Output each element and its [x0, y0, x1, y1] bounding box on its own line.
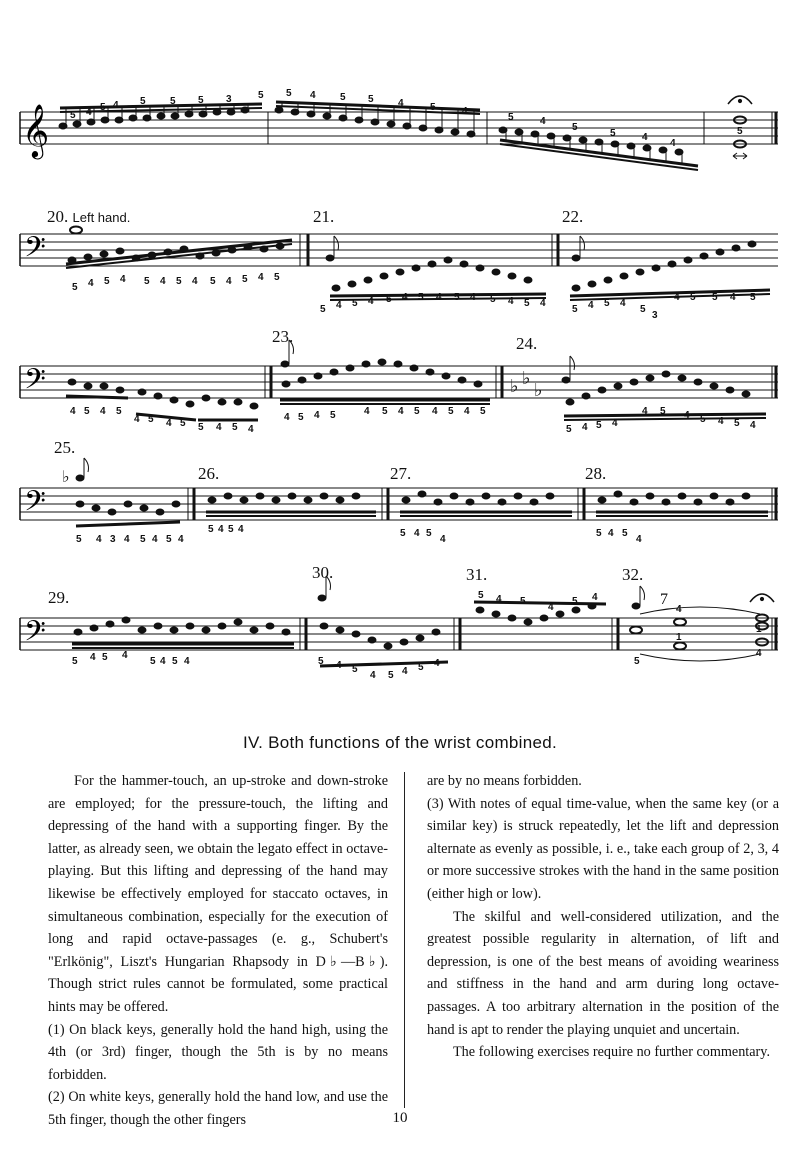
svg-text:5: 5 [170, 96, 176, 107]
paragraph: The following exercises require no further commentary. [453, 1044, 770, 1061]
svg-text:5: 5 [622, 528, 628, 539]
svg-text:5: 5 [198, 95, 204, 106]
svg-text:5: 5 [604, 298, 610, 309]
paragraph: (3) With notes of equal time-value, when the same key (or a similar key) is struck repeatedly, let the lift and depression alternate as evenly as possible, i. e., take each group of 2, 3, 4 or more successive strokes with the hand in the same position (either high or low). [427, 795, 779, 902]
svg-text:3: 3 [226, 94, 232, 105]
svg-text:5: 5 [286, 88, 292, 99]
svg-text:5: 5 [572, 304, 578, 315]
svg-text:5: 5 [228, 524, 234, 535]
svg-text:4: 4 [730, 292, 736, 303]
example-20-label: 20. Left hand. [47, 207, 131, 226]
svg-text:4: 4 [310, 90, 316, 101]
svg-text:5: 5 [700, 414, 706, 425]
svg-text:5: 5 [386, 294, 392, 305]
svg-text:4: 4 [90, 652, 96, 663]
svg-text:4: 4 [122, 650, 128, 661]
example-21-label: 21. [313, 207, 335, 226]
svg-text:5: 5 [242, 274, 248, 285]
svg-text:4: 4 [96, 534, 102, 545]
svg-text:4: 4 [248, 424, 254, 435]
svg-text:5: 5 [520, 596, 526, 607]
svg-text:5: 5 [418, 292, 424, 303]
svg-text:4: 4 [540, 298, 546, 309]
svg-text:5: 5 [258, 90, 264, 101]
svg-text:4: 4 [113, 100, 119, 111]
system-1-notes [59, 96, 752, 170]
column-divider [404, 772, 405, 1108]
svg-text:♭: ♭ [534, 380, 543, 400]
system-3-fingerings [70, 406, 756, 435]
svg-text:4: 4 [216, 422, 222, 433]
svg-text:5: 5 [690, 292, 696, 303]
svg-text:5: 5 [116, 406, 122, 417]
svg-text:4: 4 [134, 414, 140, 425]
svg-text:♭: ♭ [522, 368, 531, 388]
svg-text:5: 5 [634, 656, 640, 667]
svg-text:4: 4 [636, 534, 642, 545]
svg-text:4: 4 [402, 666, 408, 677]
svg-text:5: 5 [72, 656, 78, 667]
svg-text:4: 4 [398, 406, 404, 417]
svg-text:♭: ♭ [510, 376, 519, 396]
svg-text:4: 4 [508, 296, 514, 307]
svg-text:5: 5 [572, 122, 578, 133]
svg-text:5: 5 [660, 406, 666, 417]
svg-text:5: 5 [566, 424, 572, 435]
svg-text:1: 1 [756, 624, 762, 635]
svg-text:5: 5 [140, 534, 146, 545]
svg-text:4: 4 [160, 656, 166, 667]
svg-text:1: 1 [676, 632, 682, 643]
svg-text:5: 5 [76, 534, 82, 545]
svg-text:4: 4 [612, 418, 618, 429]
paragraph: For the hammer-touch, an up-stroke and down-stroke are employed; for the pressure-touch, the lifting and depressing of the hand with a supporting finger. By the latter, as already seen, we obtain the legato effect in octave-playing. But this lifting and depressing of the hand may likewise be effectively employed for staccato octaves, in simultaneous combination, especially for the execution of long and rapid octave-passages (e. g., Schubert's "Erlkönig", Liszt's Hungarian Rhapsody in D♭—B♭). Though strict rules cannot be formulated, some practical hints may be offered. [48, 773, 388, 1015]
svg-text:5: 5 [70, 110, 76, 121]
svg-text:4: 4 [670, 138, 676, 149]
example-32-label: 32. [622, 565, 644, 584]
svg-text:4: 4 [258, 272, 264, 283]
svg-text:4: 4 [434, 658, 440, 669]
svg-text:5: 5 [148, 414, 154, 425]
svg-text:5: 5 [400, 528, 406, 539]
svg-text:4: 4 [70, 406, 76, 417]
example-31-label: 31. [466, 565, 488, 584]
svg-text:5: 5 [508, 112, 514, 123]
svg-text:5: 5 [388, 670, 394, 681]
svg-text:5: 5 [712, 292, 718, 303]
svg-text:5: 5 [610, 128, 616, 139]
svg-text:4: 4 [218, 524, 224, 535]
system-2-notes [66, 227, 770, 301]
svg-text:4: 4 [160, 276, 166, 287]
svg-text:5: 5 [478, 590, 484, 601]
svg-text:3: 3 [652, 310, 658, 321]
example-20-hand: Left hand. [72, 210, 131, 225]
svg-text:5: 5 [414, 406, 420, 417]
svg-text:3: 3 [110, 534, 116, 545]
svg-text:5: 5 [596, 420, 602, 431]
svg-text:4: 4 [676, 604, 682, 615]
svg-text:5: 5 [330, 410, 336, 421]
svg-text:5: 5 [198, 422, 204, 433]
left-column [48, 770, 388, 1132]
paragraph: (1) On black keys, generally hold the hand high, using the 4th (or 3rd) finger, though the 5th is by no means forbidden. [48, 1021, 388, 1083]
svg-text:5: 5 [490, 294, 496, 305]
svg-text:4: 4 [440, 534, 446, 545]
example-30-label: 30. [312, 563, 334, 582]
system-4-notes [62, 458, 768, 526]
svg-text:4: 4 [120, 274, 126, 285]
svg-text:4: 4 [100, 406, 106, 417]
svg-text:5: 5 [596, 528, 602, 539]
example-25-label: 25. [54, 438, 76, 457]
page-number: 10 [392, 1110, 408, 1126]
svg-text:4: 4 [464, 406, 470, 417]
right-column [427, 770, 779, 1064]
svg-text:4: 4 [86, 107, 92, 118]
svg-text:5: 5 [274, 272, 280, 283]
svg-text:5: 5 [734, 418, 740, 429]
svg-text:4: 4 [756, 648, 762, 659]
svg-text:4: 4 [336, 300, 342, 311]
example-26-label: 26. [198, 464, 220, 483]
paragraph: (2) On white keys, generally hold the hand low, and use the 5th finger, though the other fingers [48, 1089, 388, 1128]
svg-text:4: 4 [436, 292, 442, 303]
svg-text:5: 5 [340, 92, 346, 103]
svg-text:4: 4 [368, 296, 374, 307]
svg-text:4: 4 [414, 528, 420, 539]
svg-text:5: 5 [144, 276, 150, 287]
svg-text:5: 5 [382, 406, 388, 417]
svg-text:4: 4 [88, 278, 94, 289]
svg-text:7: 7 [660, 591, 668, 608]
svg-text:𝄢: 𝄢 [24, 363, 46, 403]
svg-text:5: 5 [572, 596, 578, 607]
svg-text:5: 5 [750, 292, 756, 303]
svg-text:5: 5 [172, 656, 178, 667]
treble-clef-icon: 𝄞 [22, 103, 50, 157]
example-23-label: 23. [272, 327, 294, 346]
svg-text:5: 5 [150, 656, 156, 667]
svg-text:4: 4 [284, 412, 290, 423]
svg-text:5: 5 [166, 534, 172, 545]
svg-text:5: 5 [176, 276, 182, 287]
svg-text:4: 4 [592, 592, 598, 603]
svg-text:5: 5 [352, 298, 358, 309]
section-title: IV. Both functions of the wrist combined. [242, 733, 558, 752]
svg-text:5: 5 [448, 406, 454, 417]
example-22-label: 22. [562, 207, 584, 226]
svg-text:5: 5 [102, 652, 108, 663]
example-28-label: 28. [585, 464, 607, 483]
svg-text:4: 4 [192, 276, 198, 287]
svg-text:5: 5 [352, 664, 358, 675]
svg-text:4: 4 [432, 406, 438, 417]
svg-text:4: 4 [750, 420, 756, 431]
svg-text:4: 4 [238, 524, 244, 535]
system-5-notes [72, 576, 774, 666]
svg-text:4: 4 [642, 406, 648, 417]
svg-text:5: 5 [524, 298, 530, 309]
svg-text:5: 5 [480, 406, 486, 417]
svg-text:4: 4 [124, 534, 130, 545]
bass-clef-icon: 𝄢 [24, 231, 46, 271]
example-27-label: 27. [390, 464, 412, 483]
svg-text:4: 4 [226, 276, 232, 287]
svg-text:5: 5 [368, 94, 374, 105]
svg-text:4: 4 [684, 410, 690, 421]
svg-text:4: 4 [642, 132, 648, 143]
system-4-fingerings [76, 524, 642, 545]
svg-text:4: 4 [152, 534, 158, 545]
svg-text:5: 5 [84, 406, 90, 417]
svg-text:4: 4 [402, 292, 408, 303]
svg-text:5: 5 [640, 304, 646, 315]
svg-text:4: 4 [496, 594, 502, 605]
example-29-label: 29. [48, 588, 70, 607]
paragraph: are by no means forbidden. [427, 773, 582, 789]
svg-text:5: 5 [180, 418, 186, 429]
svg-text:5: 5 [232, 422, 238, 433]
svg-text:5: 5 [298, 412, 304, 423]
svg-text:4: 4 [184, 656, 190, 667]
svg-text:5: 5 [320, 304, 326, 315]
svg-text:4: 4 [398, 98, 404, 109]
svg-text:4: 4 [608, 528, 614, 539]
svg-text:𝄢: 𝄢 [24, 485, 46, 525]
svg-text:4: 4 [540, 116, 546, 127]
system-1-fingerings [70, 88, 743, 149]
paragraph: The skilful and well-considered utilization, and the greatest possible regularity in alternation, of lift and depression, is one of the best means of avoiding weariness and stiffness in the hand and arm during long octave-passages. A too arbitrary alternation in the position of the hand is apt to render the playing unquiet and uncertain. [427, 908, 779, 1038]
svg-text:4: 4 [588, 300, 594, 311]
svg-text:4: 4 [548, 602, 554, 613]
svg-text:5: 5 [318, 656, 324, 667]
svg-text:♭: ♭ [62, 469, 70, 486]
svg-text:5: 5 [454, 292, 460, 303]
svg-text:5: 5 [210, 276, 216, 287]
svg-text:5: 5 [72, 282, 78, 293]
svg-text:5: 5 [418, 662, 424, 673]
svg-text:4: 4 [336, 660, 342, 671]
svg-text:4: 4 [166, 418, 172, 429]
svg-text:4: 4 [582, 422, 588, 433]
svg-text:4: 4 [674, 292, 680, 303]
svg-text:5: 5 [104, 276, 110, 287]
svg-text:5: 5 [140, 96, 146, 107]
svg-text:4: 4 [370, 670, 376, 681]
svg-text:5: 5 [208, 524, 214, 535]
svg-text:4: 4 [178, 534, 184, 545]
svg-text:4: 4 [620, 298, 626, 309]
svg-text:5: 5 [100, 102, 106, 113]
svg-text:4: 4 [718, 416, 724, 427]
example-24-label: 24. [516, 334, 538, 353]
svg-text:4: 4 [462, 106, 468, 117]
svg-text:𝄢: 𝄢 [24, 615, 46, 655]
svg-text:4: 4 [470, 292, 476, 303]
svg-text:5: 5 [737, 126, 743, 137]
svg-text:5: 5 [426, 528, 432, 539]
svg-text:4: 4 [364, 406, 370, 417]
svg-text:5: 5 [430, 102, 436, 113]
svg-text:4: 4 [314, 410, 320, 421]
